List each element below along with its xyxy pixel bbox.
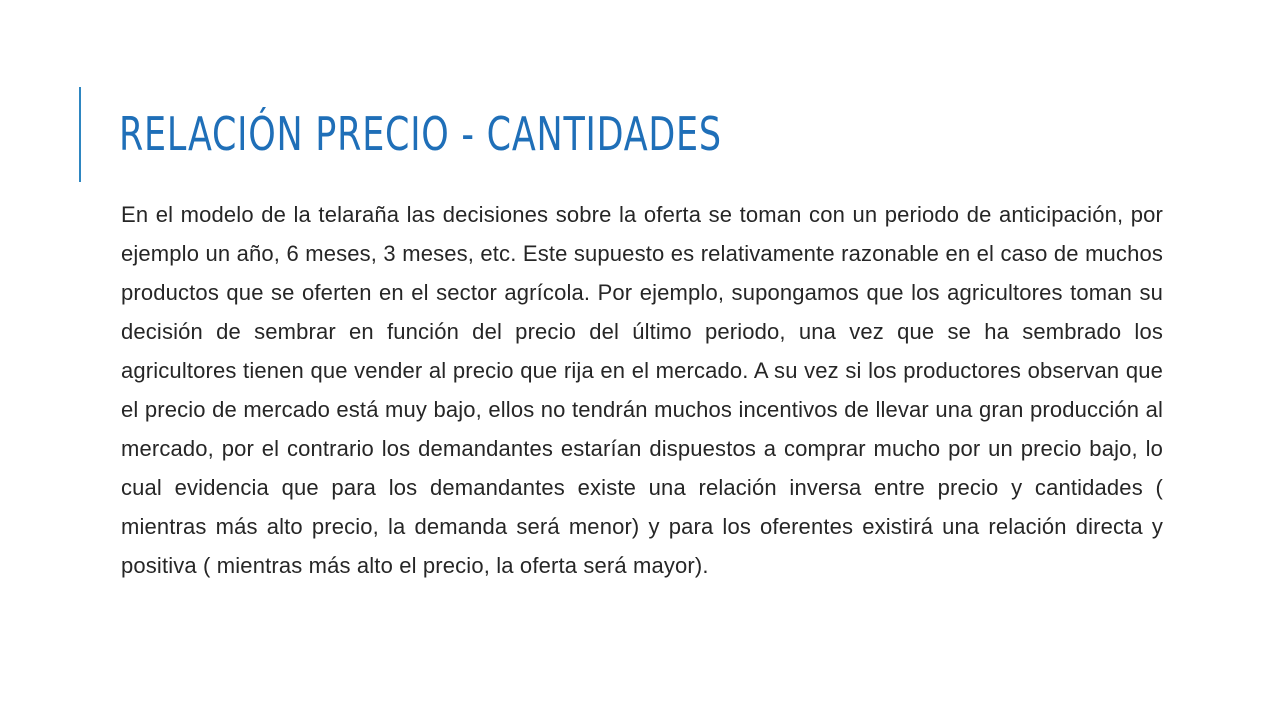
slide-body-paragraph: En el modelo de la telaraña las decisiones sobre la oferta se toman con un periodo de anticipación, por ejemplo un año, 6 meses, 3 meses, etc. Este supuesto es relativamente razonable en el caso de muchos productos que se oferten en el sector agrícola. Por ejemplo, supongamos que los agricultores toman su decisión de sembrar en función del precio del último periodo, una vez que se ha sembrado los agricultores tienen que vender al precio que rija en el mercado. A su vez si los productores observan que el precio de mercado está muy bajo, ellos no tendrán muchos incentivos de llevar una gran producción al mercado, por el contrario los demandantes estarían dispuestos a comprar mucho por un precio bajo, lo cual evidencia que para los demandantes existe una relación inversa entre precio y cantidades ( mientras más alto precio, la demanda será menor) y para los oferentes existirá una relación directa y positiva ( mientras más alto el precio, la oferta será mayor). [121, 202, 1163, 578]
title-accent-bar [79, 87, 81, 182]
slide-title: RELACIÓN PRECIO - CANTIDADES [119, 107, 722, 161]
